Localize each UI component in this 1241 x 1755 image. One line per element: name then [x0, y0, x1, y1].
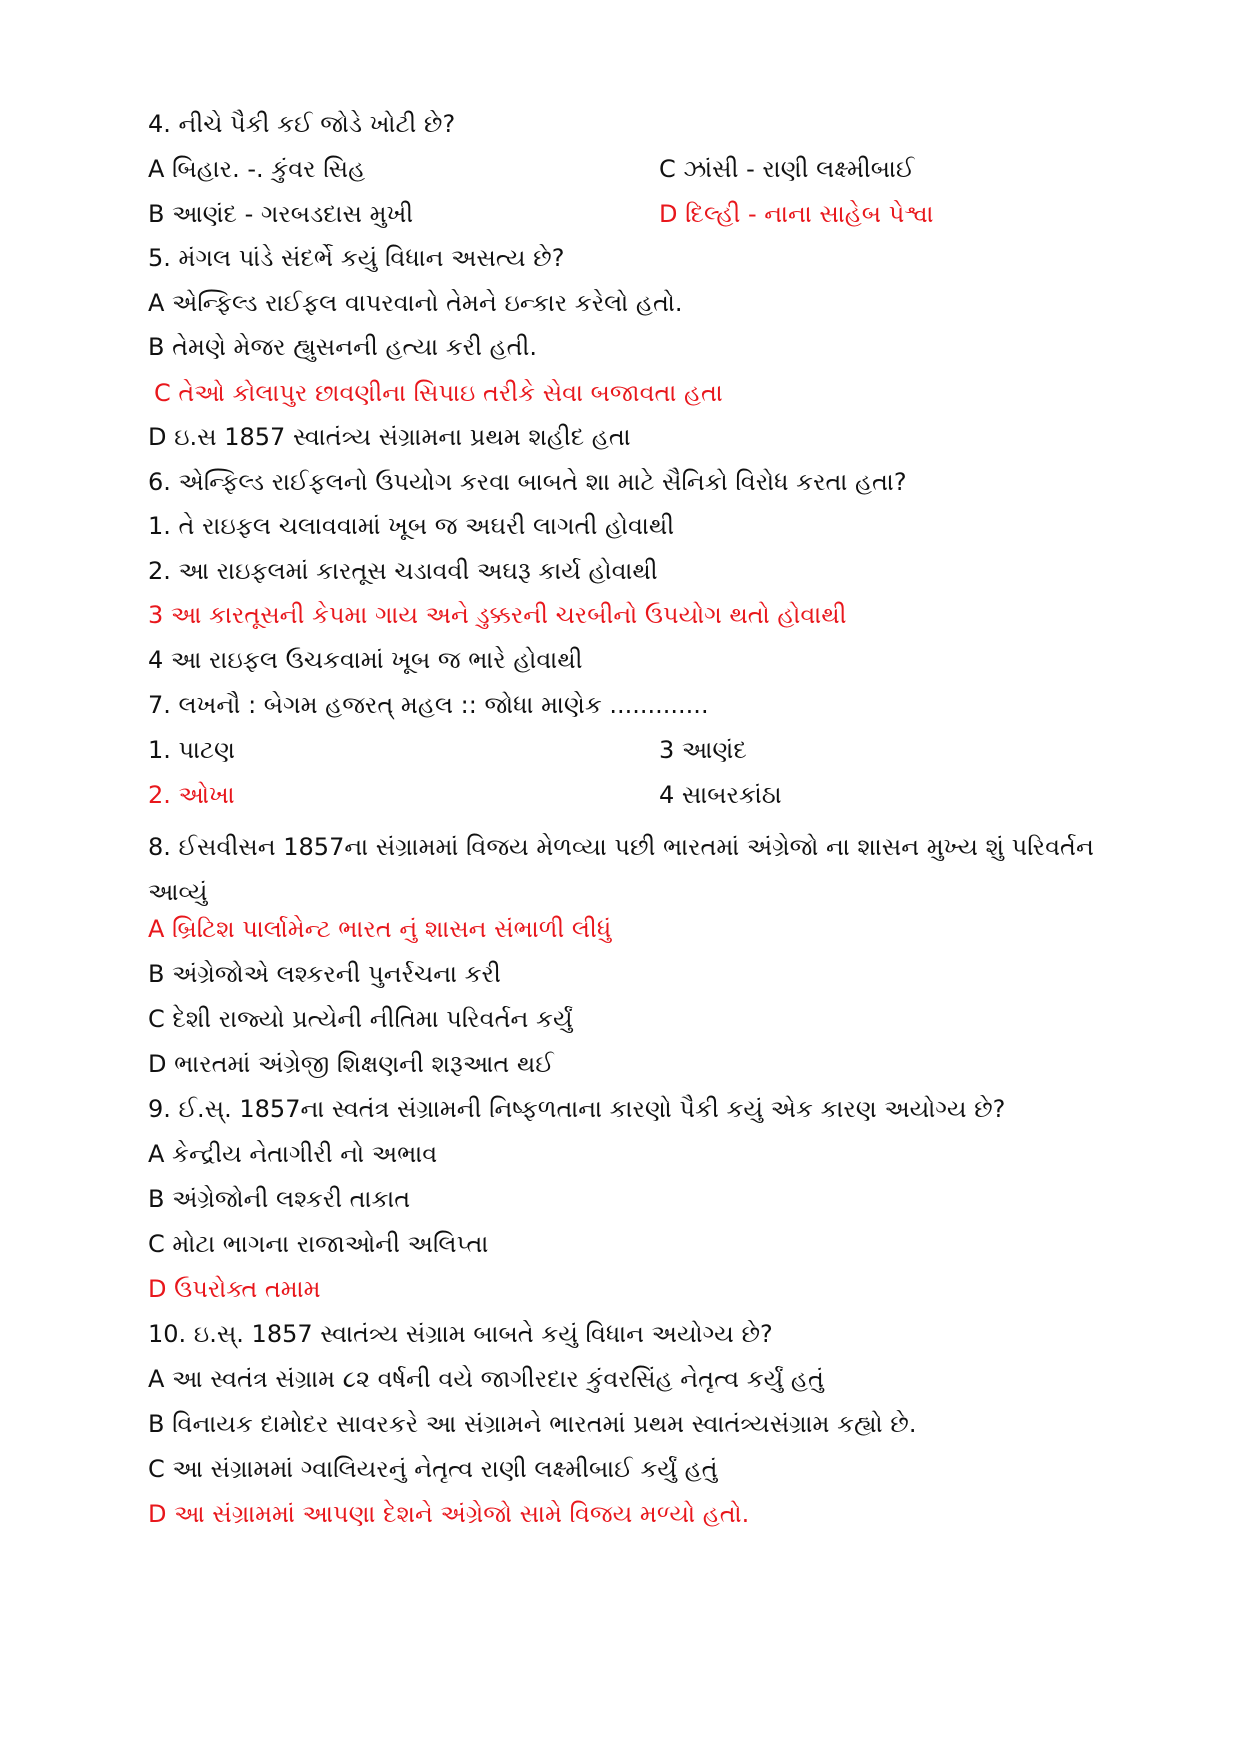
q9-option-c: C મોટા ભાગના રાજાઓની અલિપ્તા [148, 1230, 489, 1258]
q9-option-b: B અંગ્રેજોની લશ્કરી તાકાત [148, 1185, 411, 1213]
q6-option-2: 2. આ રાઇફલમાં કારતૂસ ચડાવવી અઘરૂ કાર્ય હોવાથી [148, 557, 658, 585]
q6-option-3-answer: 3 આ કારતૂસની કેપમા ગાય અને ડુક્કરની ચરબીનો ઉપયોગ થતો હોવાથી [148, 601, 847, 629]
q7-option-row-1 [148, 735, 1161, 765]
q4-option-b: B આણંદ - ગરબડદાસ મુખી [148, 200, 414, 228]
question-7: 7. લખનૌ : બેગમ હજરત્ મહલ :: જોધા માણેક ............. [148, 691, 709, 719]
question-8: 8. ઈસવીસન 1857ના સંગ્રામમાં વિજય મેળવ્યા પછી ભારતમાં અંગ્રેજો ના શાસન મુખ્ય શું પરિવર્તન આવ્યું [148, 833, 1094, 906]
q9-option-d-answer: D ઉપરોક્ત તમામ [148, 1275, 321, 1303]
q7-option-4: 4 સાબરકાંઠા [659, 781, 782, 809]
q5-option-c-answer: C તેઓ કોલાપુર છાવણીના સિપાઇ તરીકે સેવા બજાવતા હતા [154, 379, 723, 407]
q7-option-row-2 [148, 780, 1161, 810]
q4-option-d-answer: D દિલ્હી - નાના સાહેબ પેશ્વા [659, 200, 934, 228]
q7-option-2-answer: 2. ઓખા [148, 781, 235, 809]
question-10: 10. ઇ.સ્. 1857 સ્વાતંત્ર્ય સંગ્રામ બાબતે કયું વિધાન અયોગ્ય છે? [148, 1320, 773, 1348]
question-6: 6. એન્ફિલ્ડ રાઈફલનો ઉપયોગ કરવા બાબતે શા માટે સૈનિકો વિરોધ કરતા હતા? [148, 468, 907, 496]
question-9: 9. ઈ.સ્. 1857ના સ્વતંત્ર સંગ્રામની નિષ્ફળતાના કારણો પૈકી કયું એક કારણ અયોગ્ય છે? [148, 1095, 1006, 1123]
q4-option-a: A બિહાર. -. કુંવર સિહ [148, 155, 366, 183]
q4-option-c: C ઝાંસી - રાણી લક્ષ્મીબાઈ [659, 155, 915, 183]
question-5: 5. મંગલ પાંડે સંદર્ભે કયું વિધાન અસત્ય છે? [148, 244, 565, 272]
q8-option-a-answer: A બ્રિટિશ પાર્લામેન્ટ ભારત નું શાસન સંભાળી લીધું [148, 915, 612, 943]
q8-option-d: D ભારતમાં અંગ્રેજી શિક્ષણની શરૂઆત થઈ [148, 1050, 554, 1078]
q9-option-a: A કેન્દ્રીય નેતાગીરી નો અભાવ [148, 1140, 438, 1168]
q10-option-a: A આ સ્વતંત્ર સંગ્રામ ૮૨ વર્ષની વયે જાગીરદાર કુંવરસિંહ નેતૃત્વ કર્યું હતું [148, 1365, 824, 1393]
q10-option-c: C આ સંગ્રામમાં ગ્વાલિયરનું નેતૃત્વ રાણી લક્ષ્મીબાઈ કર્યું હતું [148, 1455, 718, 1483]
q7-option-3: 3 આણંદ [659, 736, 747, 764]
q5-option-a: A એન્ફિલ્ડ રાઈફલ વાપરવાનો તેમને ઇન્કાર કરેલો હતો. [148, 289, 683, 317]
q5-option-b: B તેમણે મેજર હ્યુસનની હત્યા કરી હતી. [148, 333, 538, 361]
q6-option-4: 4 આ રાઇફલ ઉચકવામાં ખૂબ જ ભારે હોવાથી [148, 646, 583, 674]
q5-option-d: D ઇ.સ 1857 સ્વાતંત્ર્ય સંગ્રામના પ્રથમ શહીદ હતા [148, 423, 631, 451]
question-4: 4. નીચે પૈકી કઈ જોડે ખોટી છે? [148, 110, 456, 138]
q8-option-b: B અંગ્રેજોએ લશ્કરની પુનર્રચના કરી [148, 960, 501, 988]
q6-option-1: 1. તે રાઇફલ ચલાવવામાં ખૂબ જ અઘરી લાગતી હોવાથી [148, 512, 675, 540]
q4-option-row-2 [148, 199, 1161, 229]
q8-option-c: C દેશી રાજ્યો પ્રત્યેની નીતિમા પરિવર્તન કર્યું [148, 1005, 573, 1033]
q7-option-1: 1. પાટણ [148, 736, 235, 764]
q10-option-b: B વિનાયક દામોદર સાવરકરે આ સંગ્રામને ભારતમાં પ્રથમ સ્વાતંત્ર્યસંગ્રામ કહ્યો છે. [148, 1410, 917, 1438]
q10-option-d-answer: D આ સંગ્રામમાં આપણા દેશને અંગ્રેજો સામે વિજય મળ્યો હતો. [148, 1500, 750, 1528]
q4-option-row-1 [148, 154, 1161, 184]
